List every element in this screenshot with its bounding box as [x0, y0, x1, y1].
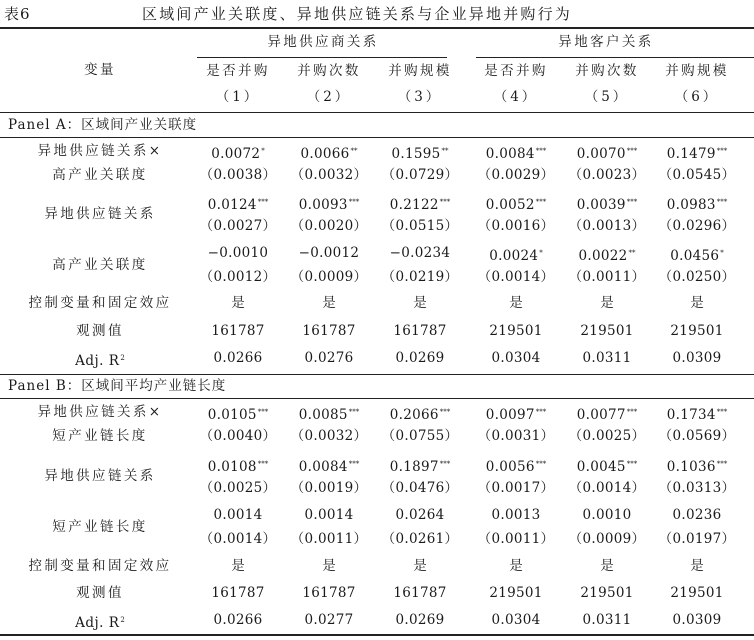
- coef-value: 0.0456: [670, 248, 720, 264]
- controls-cell: 是: [600, 558, 614, 574]
- obs-cell: 161787: [211, 323, 265, 339]
- coef-value: 0.0085: [298, 407, 348, 423]
- controls-cell: 是: [231, 295, 245, 311]
- header-colnum-4: （4）: [493, 89, 539, 105]
- panelA-row-label: 异地供应链关系×: [37, 143, 163, 159]
- coef-value: 0.0124: [207, 197, 257, 213]
- panel-b-rule: [0, 398, 754, 399]
- significance-stars: ***: [535, 147, 547, 155]
- top-rule: [0, 27, 754, 29]
- panelA-controls-label: 控制变量和固定效应: [28, 295, 172, 311]
- coef-value: 0.0014: [213, 507, 263, 523]
- controls-cell: 是: [690, 558, 704, 574]
- controls-cell: 是: [509, 558, 523, 574]
- coef-cell: [486, 142, 547, 163]
- panelB-row-label: 短产业链长度: [52, 428, 148, 444]
- obs-cell: 219501: [670, 323, 724, 339]
- coef-cell: [390, 403, 451, 424]
- significance-stars: ***: [716, 460, 728, 468]
- r2-cell: 0.0309: [672, 350, 722, 366]
- header-col-3: 并购规模: [388, 63, 452, 79]
- obs-cell: 219501: [580, 585, 634, 601]
- coef-value: 0.1734: [666, 407, 716, 423]
- se-cell: （0.0012）: [199, 269, 277, 285]
- panelB-controls-label: 控制变量和固定效应: [28, 558, 172, 574]
- header-colnum-5: （5）: [584, 89, 630, 105]
- header-colnum-1: （1）: [215, 89, 261, 105]
- coef-cell: [486, 403, 547, 424]
- se-cell: （0.0569）: [658, 428, 736, 444]
- se-cell: （0.0011）: [477, 531, 555, 547]
- se-cell: （0.0031）: [477, 428, 555, 444]
- header-bottom-rule: [0, 112, 754, 113]
- coef-value: 0.0105: [207, 407, 257, 423]
- coef-cell: [208, 455, 269, 476]
- significance-stars: ***: [439, 198, 451, 206]
- r2-cell: 0.0304: [491, 612, 541, 628]
- significance-stars: ***: [716, 198, 728, 206]
- header-col-5: 并购次数: [575, 63, 639, 79]
- coef-value: 0.0010: [582, 507, 632, 523]
- coef-cell: [211, 142, 265, 163]
- coef-value: 0.0108: [207, 459, 257, 475]
- significance-stars: ***: [626, 147, 638, 155]
- significance-stars: ***: [348, 460, 360, 468]
- coef-cell: [299, 455, 360, 476]
- significance-stars: ***: [716, 147, 728, 155]
- panelA-row-label: 高产业关联度: [52, 257, 148, 273]
- se-cell: （0.0197）: [658, 531, 736, 547]
- header-col-4: 是否并购: [484, 63, 548, 79]
- se-cell: （0.0014）: [199, 531, 277, 547]
- coef-cell: [670, 244, 724, 265]
- coef-value: 0.0070: [576, 146, 626, 162]
- se-cell: （0.0032）: [290, 167, 368, 183]
- r2-label-text: Adj. R: [75, 353, 120, 369]
- coef-cell: [213, 506, 262, 524]
- controls-cell: 是: [231, 558, 245, 574]
- coef-cell: [486, 455, 547, 476]
- coef-cell: [577, 403, 638, 424]
- coef-value: 0.0077: [576, 407, 626, 423]
- obs-cell: 219501: [580, 323, 634, 339]
- significance-stars: ***: [626, 460, 638, 468]
- controls-cell: 是: [690, 295, 704, 311]
- significance-stars: *: [261, 147, 265, 155]
- header-col-1: 是否并购: [206, 63, 270, 79]
- se-cell: （0.0313）: [658, 480, 736, 496]
- se-cell: （0.0038）: [199, 167, 277, 183]
- header-group-customer: 异地客户关系: [558, 34, 654, 50]
- coef-cell: [577, 193, 638, 214]
- coef-cell: [667, 455, 728, 476]
- coef-value: 0.0093: [298, 197, 348, 213]
- controls-cell: 是: [509, 295, 523, 311]
- header-colnum-6: （6）: [674, 89, 720, 105]
- significance-stars: 2: [120, 354, 125, 362]
- se-cell: （0.0014）: [477, 269, 555, 285]
- r2-cell: 0.0269: [395, 350, 445, 366]
- se-cell: （0.0019）: [290, 480, 368, 496]
- panelA-row-label: 高产业关联度: [52, 167, 148, 183]
- coef-value: 0.0066: [300, 146, 350, 162]
- coef-value: 0.0072: [211, 146, 261, 162]
- coef-cell: [300, 142, 357, 163]
- se-cell: （0.0009）: [290, 269, 368, 285]
- coef-cell: [667, 142, 728, 163]
- se-cell: （0.0011）: [568, 269, 646, 285]
- se-cell: （0.0296）: [658, 218, 736, 234]
- coef-value: 0.0052: [485, 197, 535, 213]
- r2-cell: 0.0276: [304, 350, 354, 366]
- panelA-r2-label: [75, 349, 125, 370]
- panelB-row-label: 异地供应链关系: [44, 468, 156, 484]
- se-cell: （0.0025）: [199, 480, 277, 496]
- significance-stars: ***: [535, 198, 547, 206]
- table-title: 区域间产业关联度、异地供应链关系与企业异地并购行为: [142, 5, 573, 23]
- se-cell: （0.0011）: [290, 531, 368, 547]
- panelB-r2-label: [75, 611, 125, 632]
- obs-cell: 219501: [670, 585, 724, 601]
- se-cell: （0.0023）: [568, 167, 646, 183]
- coef-value: 0.0024: [489, 248, 539, 264]
- significance-stars: ***: [716, 408, 728, 416]
- se-cell: （0.0545）: [658, 167, 736, 183]
- se-cell: （0.0009）: [568, 531, 646, 547]
- r2-cell: 0.0277: [304, 612, 354, 628]
- header-colnum-2: （2）: [306, 89, 352, 105]
- coef-value: 0.0039: [576, 197, 626, 213]
- se-cell: （0.0029）: [477, 167, 555, 183]
- coef-value: 0.2066: [389, 407, 439, 423]
- r2-cell: 0.0309: [672, 612, 722, 628]
- panelA-title: Panel A：区域间产业关联度: [8, 117, 198, 133]
- header-colnum-3: （3）: [397, 89, 443, 105]
- coef-cell: [390, 244, 451, 262]
- se-cell: （0.0014）: [568, 480, 646, 496]
- coef-cell: [667, 193, 728, 214]
- obs-cell: 161787: [302, 585, 356, 601]
- panelB-title: Panel B：区域间平均产业链长度: [8, 378, 227, 394]
- coef-value: 0.0983: [666, 197, 716, 213]
- se-cell: （0.0016）: [477, 218, 555, 234]
- significance-stars: ***: [626, 408, 638, 416]
- coef-cell: [390, 193, 451, 214]
- coef-value: 0.0045: [576, 459, 626, 475]
- coef-value: 0.0236: [672, 507, 722, 523]
- coef-cell: [391, 142, 448, 163]
- significance-stars: ***: [257, 460, 269, 468]
- significance-stars: ***: [439, 460, 451, 468]
- significance-stars: ***: [348, 198, 360, 206]
- se-cell: （0.0250）: [658, 269, 736, 285]
- coef-cell: [299, 193, 360, 214]
- obs-cell: 161787: [302, 323, 356, 339]
- coef-cell: [577, 142, 638, 163]
- coef-cell: [578, 244, 635, 265]
- controls-cell: 是: [413, 558, 427, 574]
- obs-cell: 161787: [393, 323, 447, 339]
- coef-cell: [390, 455, 451, 476]
- controls-cell: 是: [413, 295, 427, 311]
- coef-value: −0.0234: [389, 245, 451, 261]
- significance-stars: *: [720, 249, 724, 257]
- coef-cell: [577, 455, 638, 476]
- coef-value: 0.0084: [298, 459, 348, 475]
- coef-cell: [208, 403, 269, 424]
- coef-cell: [395, 506, 444, 524]
- panelB-row-label: 异地供应链关系×: [37, 404, 163, 420]
- obs-cell: 219501: [489, 323, 543, 339]
- se-cell: （0.0027）: [199, 218, 277, 234]
- header-variable: 变量: [84, 62, 116, 78]
- significance-stars: ***: [348, 408, 360, 416]
- significance-stars: ***: [439, 408, 451, 416]
- coef-cell: [208, 244, 269, 262]
- coef-value: −0.0012: [298, 245, 360, 261]
- coef-value: 0.0056: [485, 459, 535, 475]
- significance-stars: **: [441, 147, 449, 155]
- panel-a-rule: [0, 137, 754, 138]
- se-cell: （0.0476）: [381, 480, 459, 496]
- se-cell: （0.0020）: [290, 218, 368, 234]
- coef-cell: [304, 506, 353, 524]
- significance-stars: ***: [626, 198, 638, 206]
- significance-stars: **: [628, 249, 636, 257]
- coef-cell: [299, 403, 360, 424]
- coef-value: 0.1479: [666, 146, 716, 162]
- r2-cell: 0.0266: [213, 612, 263, 628]
- header-col-6: 并购规模: [665, 63, 729, 79]
- coef-cell: [208, 193, 269, 214]
- coef-value: −0.0010: [207, 245, 269, 261]
- coef-value: 0.0097: [485, 407, 535, 423]
- significance-stars: ***: [535, 408, 547, 416]
- obs-cell: 161787: [393, 585, 447, 601]
- coef-cell: [672, 506, 721, 524]
- panelB-row-label: 短产业链长度: [52, 519, 148, 535]
- coef-value: 0.0264: [395, 507, 445, 523]
- r2-cell: 0.0266: [213, 350, 263, 366]
- significance-stars: **: [350, 147, 358, 155]
- coef-value: 0.0014: [304, 507, 354, 523]
- significance-stars: ***: [535, 460, 547, 468]
- obs-cell: 219501: [489, 585, 543, 601]
- se-cell: （0.0755）: [381, 428, 459, 444]
- r2-cell: 0.0311: [582, 612, 632, 628]
- se-cell: （0.0040）: [199, 428, 277, 444]
- coef-value: 0.2122: [389, 197, 439, 213]
- coef-cell: [667, 403, 728, 424]
- coef-value: 0.1595: [391, 146, 441, 162]
- obs-cell: 161787: [211, 585, 265, 601]
- se-cell: （0.0729）: [381, 167, 459, 183]
- panelA-row-label: 异地供应链关系: [44, 206, 156, 222]
- header-group-supplier: 异地供应商关系: [267, 34, 379, 50]
- table-label: 表6: [4, 5, 31, 23]
- r2-cell: 0.0311: [582, 350, 632, 366]
- coef-cell: [299, 244, 360, 262]
- coef-cell: [491, 506, 540, 524]
- se-cell: （0.0013）: [568, 218, 646, 234]
- se-cell: （0.0219）: [381, 269, 459, 285]
- coef-value: 0.1036: [666, 459, 716, 475]
- coef-cell: [489, 244, 543, 265]
- panelA-obs-label: 观测值: [76, 323, 124, 339]
- se-cell: （0.0017）: [477, 480, 555, 496]
- table-title-row: [0, 0, 754, 26]
- coef-value: 0.0084: [485, 146, 535, 162]
- se-cell: （0.0515）: [381, 218, 459, 234]
- coef-value: 0.0013: [491, 507, 541, 523]
- coef-value: 0.0022: [578, 248, 628, 264]
- significance-stars: ***: [257, 198, 269, 206]
- bottom-rule: [0, 634, 754, 636]
- significance-stars: 2: [120, 616, 125, 624]
- significance-stars: ***: [257, 408, 269, 416]
- r2-cell: 0.0304: [491, 350, 541, 366]
- header-col-2: 并购次数: [297, 63, 361, 79]
- se-cell: （0.0261）: [381, 531, 459, 547]
- customer-group-rule: [476, 57, 754, 58]
- se-cell: （0.0032）: [290, 428, 368, 444]
- coef-cell: [582, 506, 631, 524]
- significance-stars: *: [539, 249, 543, 257]
- controls-cell: 是: [322, 295, 336, 311]
- controls-cell: 是: [600, 295, 614, 311]
- panel-b-top-rule: [0, 374, 754, 375]
- se-cell: （0.0025）: [568, 428, 646, 444]
- r2-cell: 0.0269: [395, 612, 445, 628]
- coef-value: 0.1897: [389, 459, 439, 475]
- r2-label-text: Adj. R: [75, 615, 120, 631]
- controls-cell: 是: [322, 558, 336, 574]
- coef-cell: [486, 193, 547, 214]
- supplier-group-rule: [197, 57, 447, 58]
- panelB-obs-label: 观测值: [76, 585, 124, 601]
